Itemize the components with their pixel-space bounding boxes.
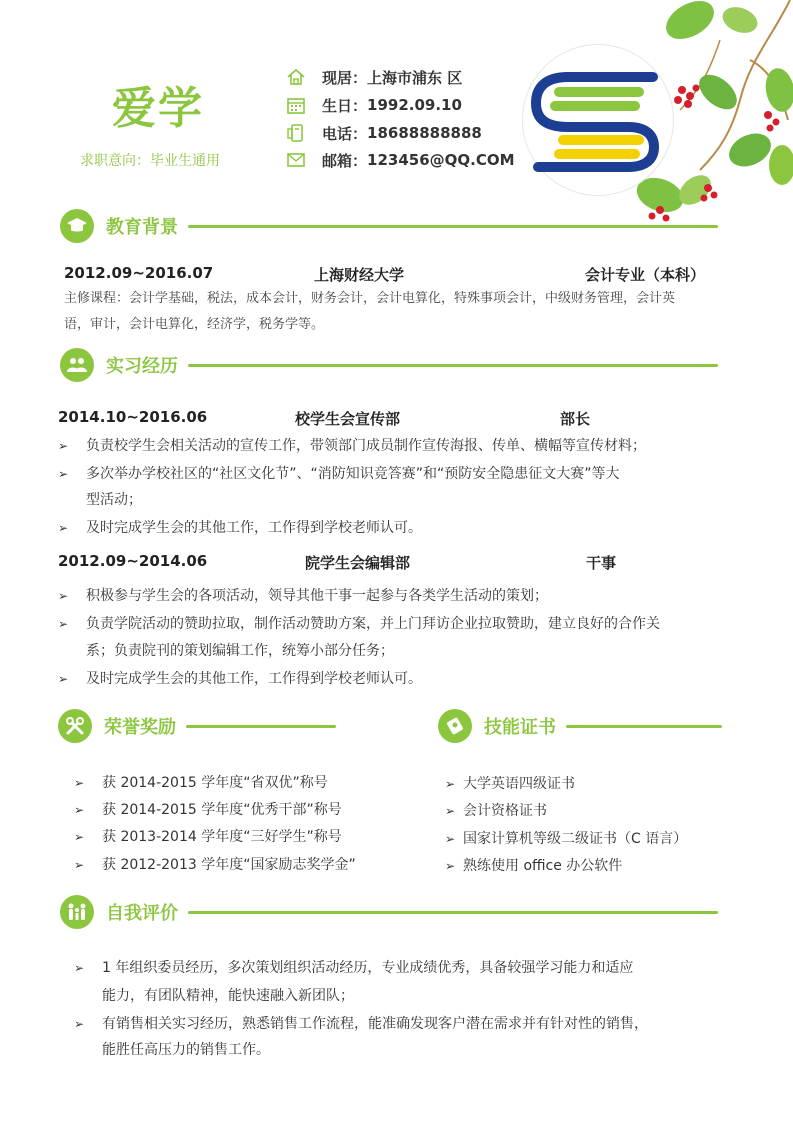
logo-emblem [522,44,674,196]
job2-role: 干事 [586,554,617,572]
section-divider [188,225,718,228]
list-item-continued: 能力，有团队精神，能快速融入新团队； [102,988,354,1004]
arrow-bullet-icon: ➢ [74,961,85,975]
list-item-continued: 系；负责院刊的策划编辑工作，统筹小部分任务； [86,643,394,659]
arrow-bullet-icon: ➢ [74,776,85,790]
list-item: ➢ 大学英语四级证书 [445,770,765,798]
list-item: ➢ 负责学院活动的赞助拉取，制作活动赞助方案，并上门拜访企业拉取赞助，建立良好的合作关 [58,610,748,638]
mail-icon [286,150,306,170]
list-item: ➢ 及时完成学生会的其他工作，工作得到学校老师认可。 [58,514,748,542]
arrow-bullet-icon: ➢ [74,830,85,844]
list-item: ➢ 获 2014-2015 学年度“省双优”称号 [74,769,414,797]
edu-courses-line1: 主修课程：会计学基础，税法，成本会计，财务会计，会计电算化，特殊事项会计，中级财务管理，会计英 [64,291,676,306]
home-icon [286,67,306,87]
list-item-continued: 能胜任高压力的销售工作。 [102,1042,270,1058]
section-self-eval-header [60,894,718,930]
list-item: ➢ 1 年组织委员经历，多次策划组织活动经历，专业成绩优秀，具备较强学习能力和适应 [74,954,744,982]
list-item: ➢ 积极参与学生会的各项活动，领导其他干事一起参与各类学生活动的策划； [58,582,748,610]
edu-period: 2012.09~2016.07 [64,264,214,282]
section-skills-header [438,708,722,744]
section-title: 荣誉奖励 [104,717,176,738]
info-email: 邮箱： 123456@QQ.COM [286,149,515,171]
info-phone: 电话： 18688888888 [286,122,482,144]
edu-courses-line2: 语，审计，会计电算化，经济学，税务学等。 [64,317,325,332]
certificate-icon [438,709,472,743]
info-address: 现居： 上海市浦东 区 [286,66,462,88]
arrow-bullet-icon: ➢ [58,521,69,535]
arrow-bullet-icon: ➢ [445,832,456,846]
list-item: ➢ 熟练使用 office 办公软件 [445,852,765,880]
section-title: 技能证书 [484,717,556,738]
calendar-icon [286,95,306,115]
job1-org: 校学生会宣传部 [295,410,401,428]
edu-major: 会计专业（本科） [585,266,706,284]
list-item: ➢ 多次举办学校社区的“社区文化节”、“消防知识竞答赛”和“预防安全隐患征文大赛”等大 [58,460,748,488]
arrow-bullet-icon: ➢ [445,859,456,873]
job1-period: 2014.10~2016.06 [58,408,208,426]
list-item: ➢ 负责校学生会相关活动的宣传工作，带领部门成员制作宣传海报、传单、横幅等宣传材料； [58,432,748,460]
job2-org: 院学生会编辑部 [305,554,411,572]
list-item: ➢ 有销售相关实习经历，熟悉销售工作流程，能准确发现客户潜在需求并有针对性的销售， [74,1010,744,1038]
team-icon [60,348,94,382]
arrow-bullet-icon: ➢ [74,803,85,817]
section-divider [188,911,718,914]
arrow-bullet-icon: ➢ [58,672,69,686]
arrow-bullet-icon: ➢ [58,439,69,453]
section-divider [566,725,722,728]
arrow-bullet-icon: ➢ [58,617,69,631]
graduation-cap-icon [60,209,94,243]
list-item: ➢ 国家计算机等级二级证书（C 语言） [445,825,765,853]
tools-icon [58,709,92,743]
list-item: ➢ 获 2014-2015 学年度“优秀干部”称号 [74,796,414,824]
job-objective: 求职意向：毕业生通用 [80,153,220,169]
section-divider [188,364,718,367]
arrow-bullet-icon: ➢ [445,804,456,818]
list-item-continued: 型活动； [86,492,142,508]
list-item: ➢ 及时完成学生会的其他工作，工作得到学校老师认可。 [58,665,748,693]
section-internship-header [60,347,718,383]
arrow-bullet-icon: ➢ [58,467,69,481]
section-title: 自我评价 [106,903,178,924]
arrow-bullet-icon: ➢ [445,777,456,791]
list-item: ➢ 获 2012-2013 学年度“国家励志奖学金” [74,851,414,879]
arrow-bullet-icon: ➢ [74,858,85,872]
arrow-bullet-icon: ➢ [74,1017,85,1031]
edu-school: 上海财经大学 [314,266,405,284]
section-title: 实习经历 [106,356,178,377]
phone-icon [286,123,306,143]
info-birthday: 生日： 1992.09.10 [286,94,462,116]
section-divider [186,725,336,728]
candidate-name: 爱学 [112,83,204,134]
list-item: ➢ 获 2013-2014 学年度“三好学生”称号 [74,823,414,851]
section-title: 教育背景 [106,217,178,238]
section-education-header [60,208,718,244]
section-honors-header [58,708,336,744]
family-icon [60,895,94,929]
logo-s-icon [528,65,668,175]
job1-role: 部长 [560,410,591,428]
job2-period: 2012.09~2014.06 [58,552,208,570]
list-item: ➢ 会计资格证书 [445,797,765,825]
arrow-bullet-icon: ➢ [58,589,69,603]
